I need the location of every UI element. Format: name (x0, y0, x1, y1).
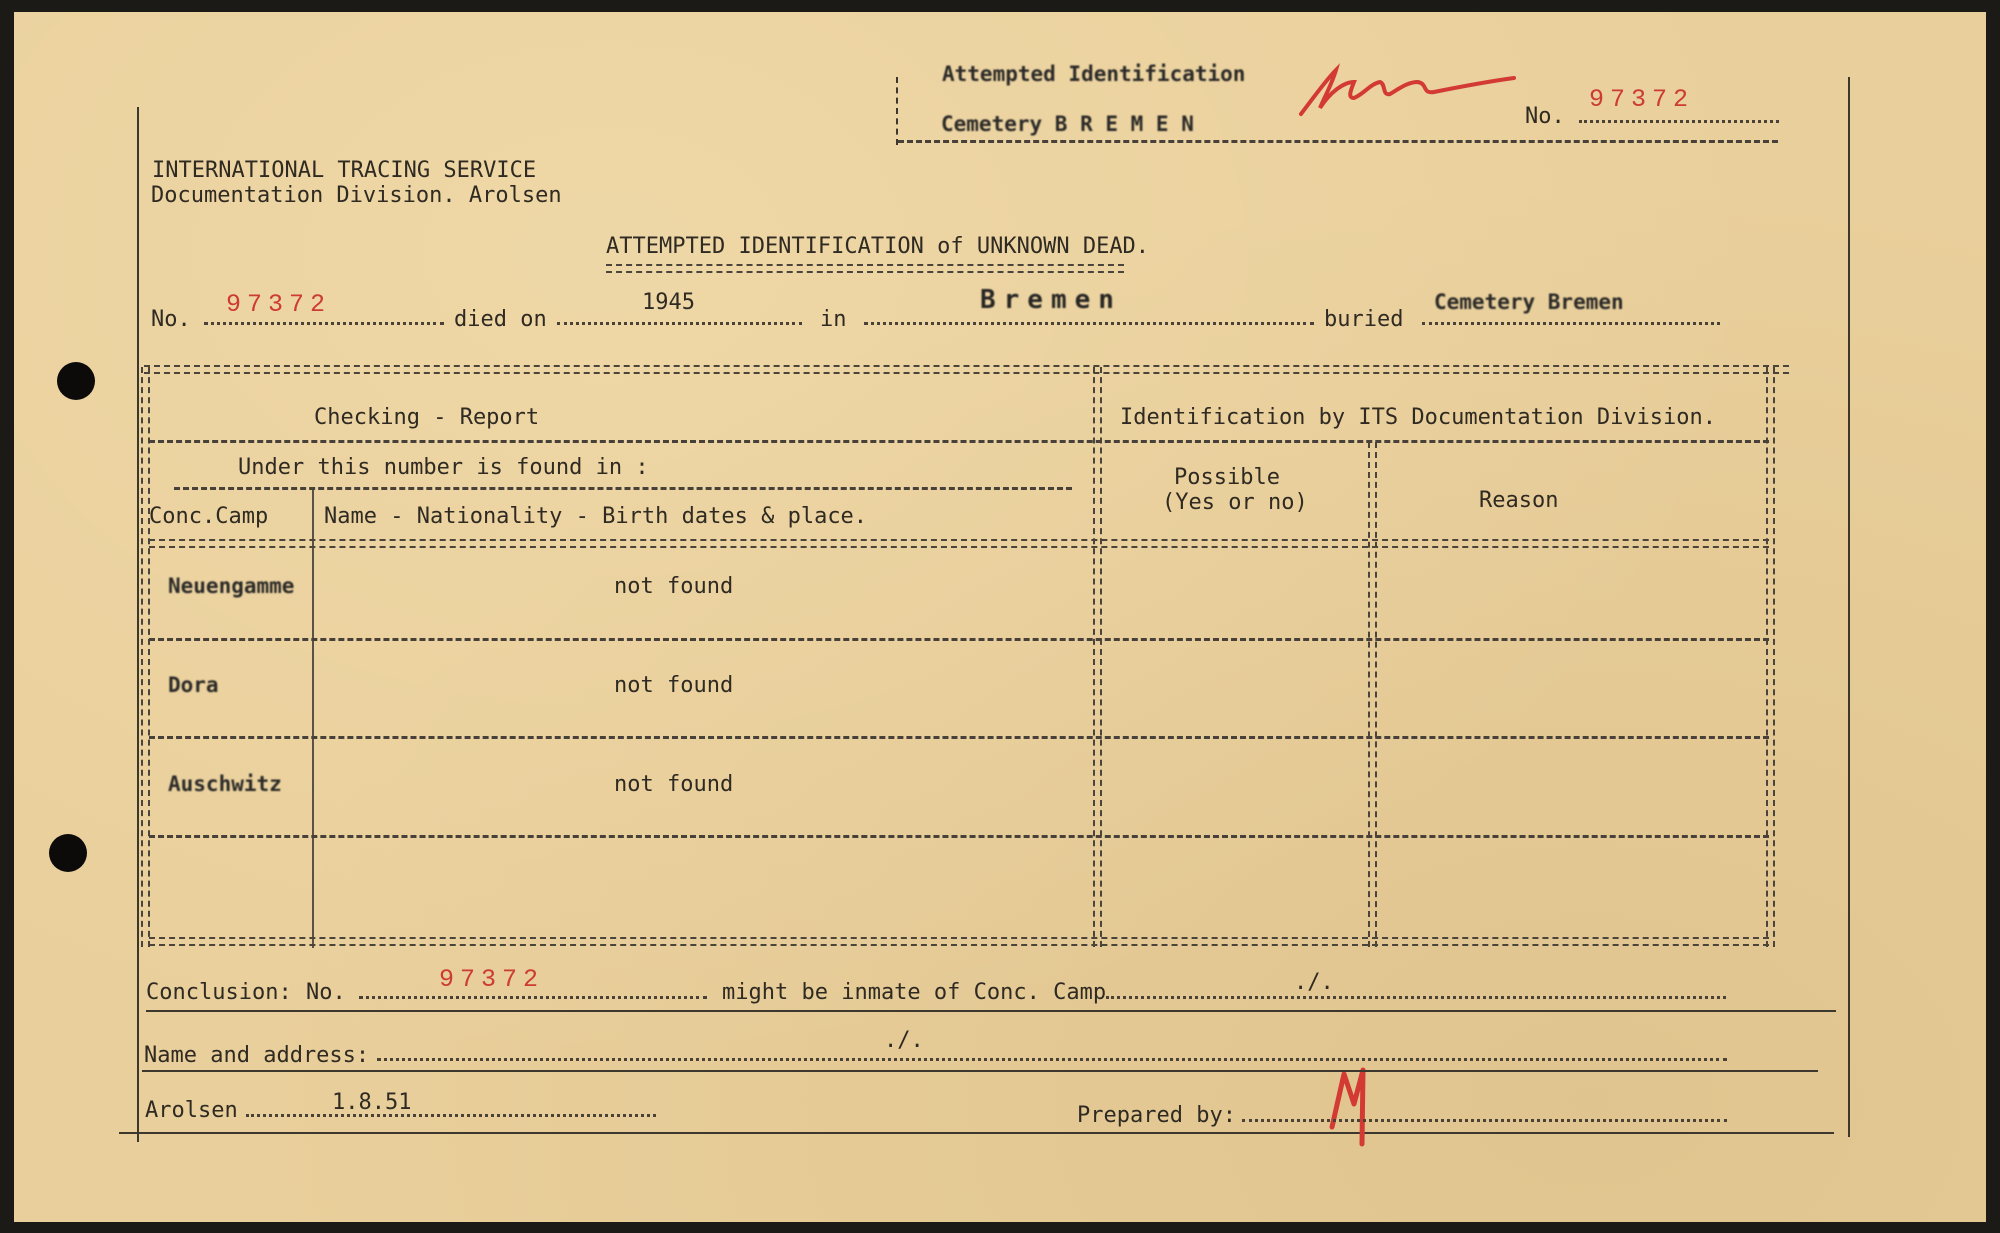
title-underline (606, 264, 1124, 273)
conclusion-no-label: No. (306, 980, 346, 1005)
table-row-1-rule (149, 638, 1769, 641)
found-in-label: Under this number is found in : (238, 455, 649, 480)
prepared-by-dots (1242, 1119, 1727, 1122)
record-no-value: 97372 (226, 290, 332, 319)
document-card (14, 12, 1986, 1222)
table-row-1-camp: Neuengamme (168, 574, 295, 598)
conclusion-rule (146, 1010, 1836, 1012)
conclusion-label: Conclusion: (146, 980, 292, 1005)
footer-date-dots (246, 1114, 656, 1117)
conclusion-text: might be inmate of Conc. Camp (722, 980, 1107, 1005)
table-row-2-result: not found (614, 673, 734, 698)
col-reason-header: Reason (1479, 488, 1559, 513)
buried-value: Cemetery Bremen (1434, 290, 1624, 314)
died-value: 1945 (642, 290, 695, 315)
table-row-2-rule (149, 736, 1769, 739)
checking-report-header: Checking - Report (314, 405, 540, 430)
name-address-label: Name and address: (144, 1043, 370, 1068)
in-label: in (820, 307, 847, 332)
conclusion-no-value: 97372 (439, 965, 545, 994)
conclusion-camp-value: ./. (1294, 970, 1334, 995)
stamp-line-2: Cemetery B R E M E N (941, 112, 1194, 136)
camp-column-divider (312, 490, 314, 948)
buried-label: buried (1324, 307, 1404, 332)
header-no-value: 97372 (1589, 85, 1695, 114)
in-dots (864, 322, 1314, 325)
name-address-rule (142, 1070, 1818, 1072)
handwritten-none-stroke (1301, 70, 1514, 114)
col-camp-header: Conc.Camp (149, 504, 269, 529)
footer-date-value: 1.8.51 (332, 1090, 412, 1115)
stamp-line-1: Attempted Identification (942, 62, 1246, 86)
died-dots (557, 322, 802, 325)
record-no-dots (204, 322, 444, 325)
buried-dots (1422, 322, 1720, 325)
record-no-label: No. (151, 307, 191, 332)
prepared-by-label: Prepared by: (1077, 1103, 1236, 1128)
identification-header: Identification by ITS Documentation Division. (1120, 405, 1717, 430)
name-address-value: ./. (884, 1028, 924, 1053)
initial-m-stroke (1332, 1070, 1363, 1144)
footer-place-label: Arolsen (145, 1098, 238, 1123)
org-line-2: Documentation Division. Arolsen (151, 183, 562, 208)
header-no-label: No. (1525, 104, 1565, 129)
col-details-header: Name - Nationality - Birth dates & place. (324, 504, 868, 529)
col-possible-header-1: Possible (1174, 465, 1280, 490)
table-header-rule (149, 440, 1769, 443)
table-top-rule (144, 365, 1789, 374)
conclusion-camp-dots (1106, 996, 1726, 999)
header-no-dots (1579, 120, 1779, 123)
table-bottom-rule (149, 937, 1769, 946)
org-line-1: INTERNATIONAL TRACING SERVICE (152, 158, 537, 183)
table-row-3-camp: Auschwitz (168, 772, 282, 796)
table-column-header-rule (149, 539, 1769, 548)
died-label: died on (454, 307, 547, 332)
table-right-rule (1766, 367, 1775, 947)
table-row-3-rule (149, 835, 1769, 838)
name-address-dots (377, 1058, 1727, 1061)
found-in-underline (174, 487, 1072, 490)
table-row-1-result: not found (614, 574, 734, 599)
conclusion-no-dots (359, 996, 707, 999)
document-title: ATTEMPTED IDENTIFICATION of UNKNOWN DEAD. (606, 234, 1150, 259)
table-row-3-result: not found (614, 772, 734, 797)
table-main-divider (1093, 367, 1102, 947)
possible-reason-divider (1368, 442, 1377, 947)
table-row-2-camp: Dora (168, 673, 219, 697)
table-left-rule (141, 367, 150, 947)
in-value: Bremen (980, 285, 1122, 315)
col-possible-header-2: (Yes or no) (1162, 490, 1308, 515)
